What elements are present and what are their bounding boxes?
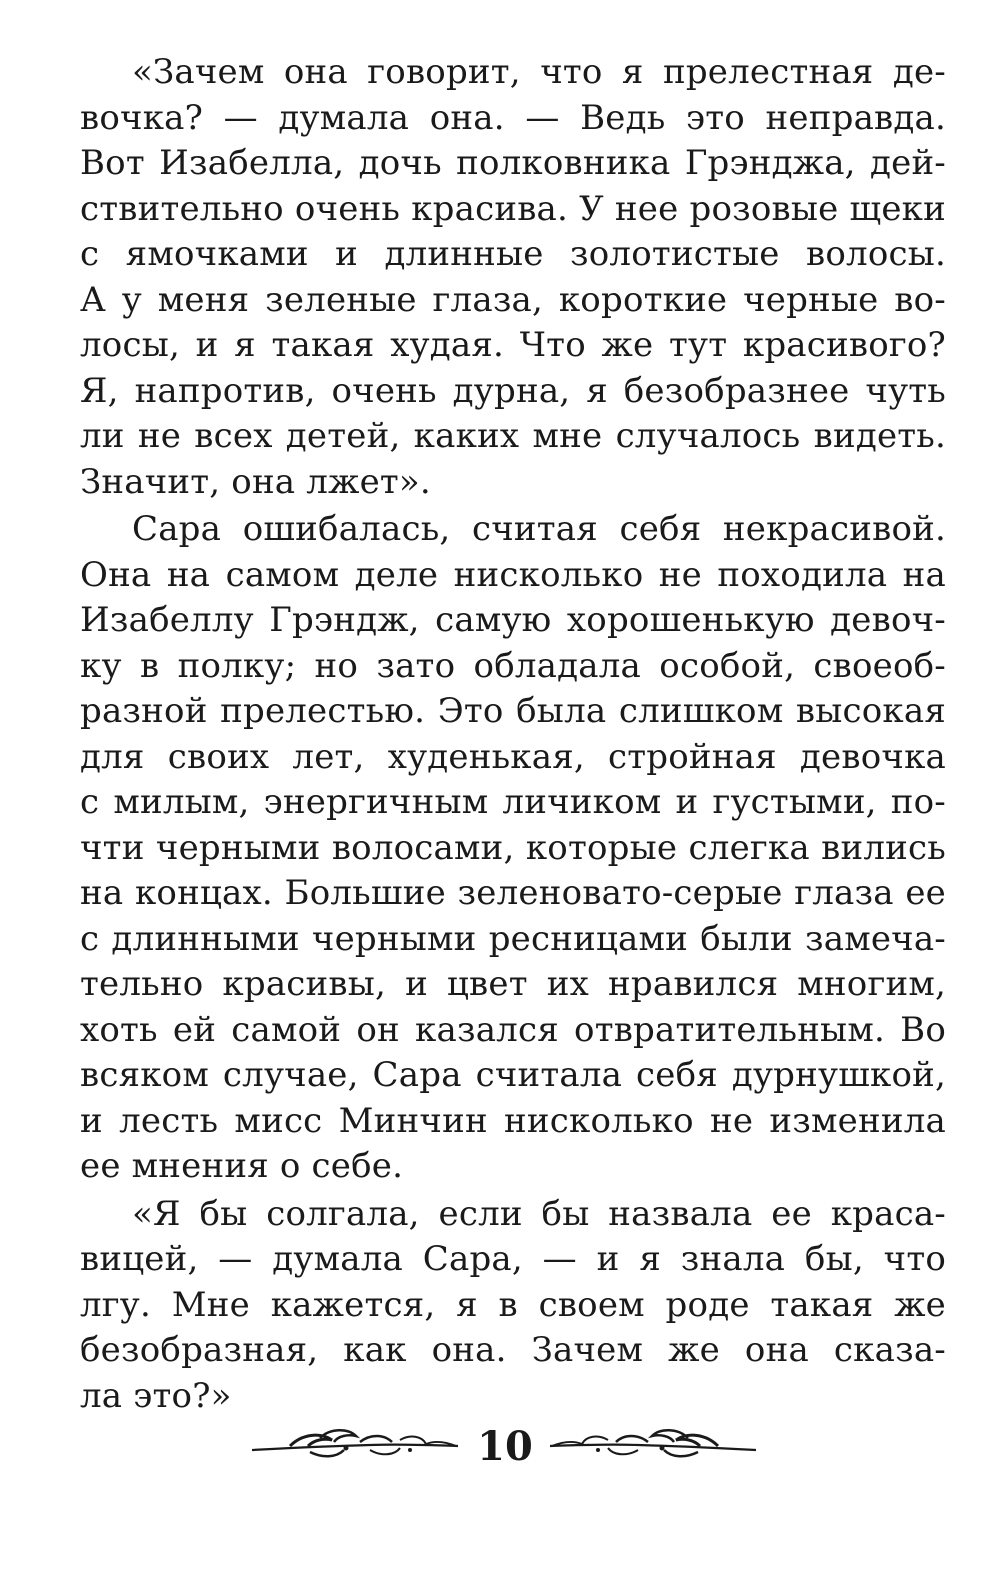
left-flourish-ornament-icon: [250, 1426, 460, 1466]
text-line: лосы, и я такая худая. Что же тут красивого?: [80, 325, 946, 365]
text-line: А у меня зеленые глаза, короткие черные во-: [80, 279, 946, 320]
text-line: с длинными черными ресницами были замеча-: [80, 918, 946, 959]
text-line: всяком случае, Сара считала себя дурнушкой,: [80, 1055, 946, 1095]
text-line: вочка? — думала она. — Ведь это неправда.: [80, 97, 946, 138]
text-line: ку в полку; но зато обладала особой, своеоб-: [80, 645, 946, 686]
page-body: [80, 50, 946, 1419]
page-number: 10: [477, 1423, 533, 1470]
text-line: с ямочками и длинные золотистые волосы.: [80, 234, 946, 274]
text-line: Значит, она лжет».: [80, 461, 431, 502]
text-line: вицей, — думала Сара, — и я знала бы, что: [80, 1239, 946, 1279]
text-line: хоть ей самой он казался отвратительным. Во: [80, 1009, 946, 1050]
text-line: ли не всех детей, каких мне случалось видеть.: [80, 416, 946, 456]
text-line: безобразная, как она. Зачем же она сказа-: [80, 1330, 946, 1370]
text-line: ла это?»: [80, 1375, 232, 1416]
text-line: разной прелестью. Это была слишком высокая: [80, 691, 946, 731]
text-line: лгу. Мне кажется, я в своем роде такая же: [80, 1284, 946, 1325]
right-flourish-ornament-icon: [548, 1426, 758, 1466]
text-line: «Зачем она говорит, что я прелестная де-: [132, 52, 946, 92]
text-line: Сара ошибалась, считая себя некрасивой.: [132, 509, 946, 549]
text-line: «Я бы солгала, если бы назвала ее краса-: [132, 1193, 946, 1234]
paragraph: [80, 1192, 946, 1420]
text-line: тельно красивы, и цвет их нравился многим,: [80, 964, 946, 1004]
paragraph: [80, 507, 946, 1190]
text-line: Изабеллу Грэндж, самую хорошенькую девоч-: [80, 600, 946, 640]
text-line: ее мнения о себе.: [80, 1146, 404, 1186]
text-line: Она на самом деле нисколько не походила на: [80, 554, 946, 595]
text-line: для своих лет, худенькая, стройная девочка: [80, 736, 946, 777]
text-line: ствительно очень красива. У нее розовые щеки: [80, 188, 946, 229]
text-line: с милым, энергичным личиком и густыми, по-: [80, 782, 946, 822]
text-line: Я, напротив, очень дурна, я безобразнее чуть: [80, 370, 946, 411]
text-line: чти черными волосами, которые слегка вились: [80, 827, 946, 868]
text-line: и лесть мисс Минчин нисколько не изменила: [80, 1100, 946, 1141]
text-line: на концах. Большие зеленовато-серые глаза ее: [80, 873, 946, 913]
page-footer: [0, 1420, 1000, 1480]
text-line: Вот Изабелла, дочь полковника Грэнджа, дей-: [80, 143, 946, 183]
paragraph: [80, 50, 946, 505]
